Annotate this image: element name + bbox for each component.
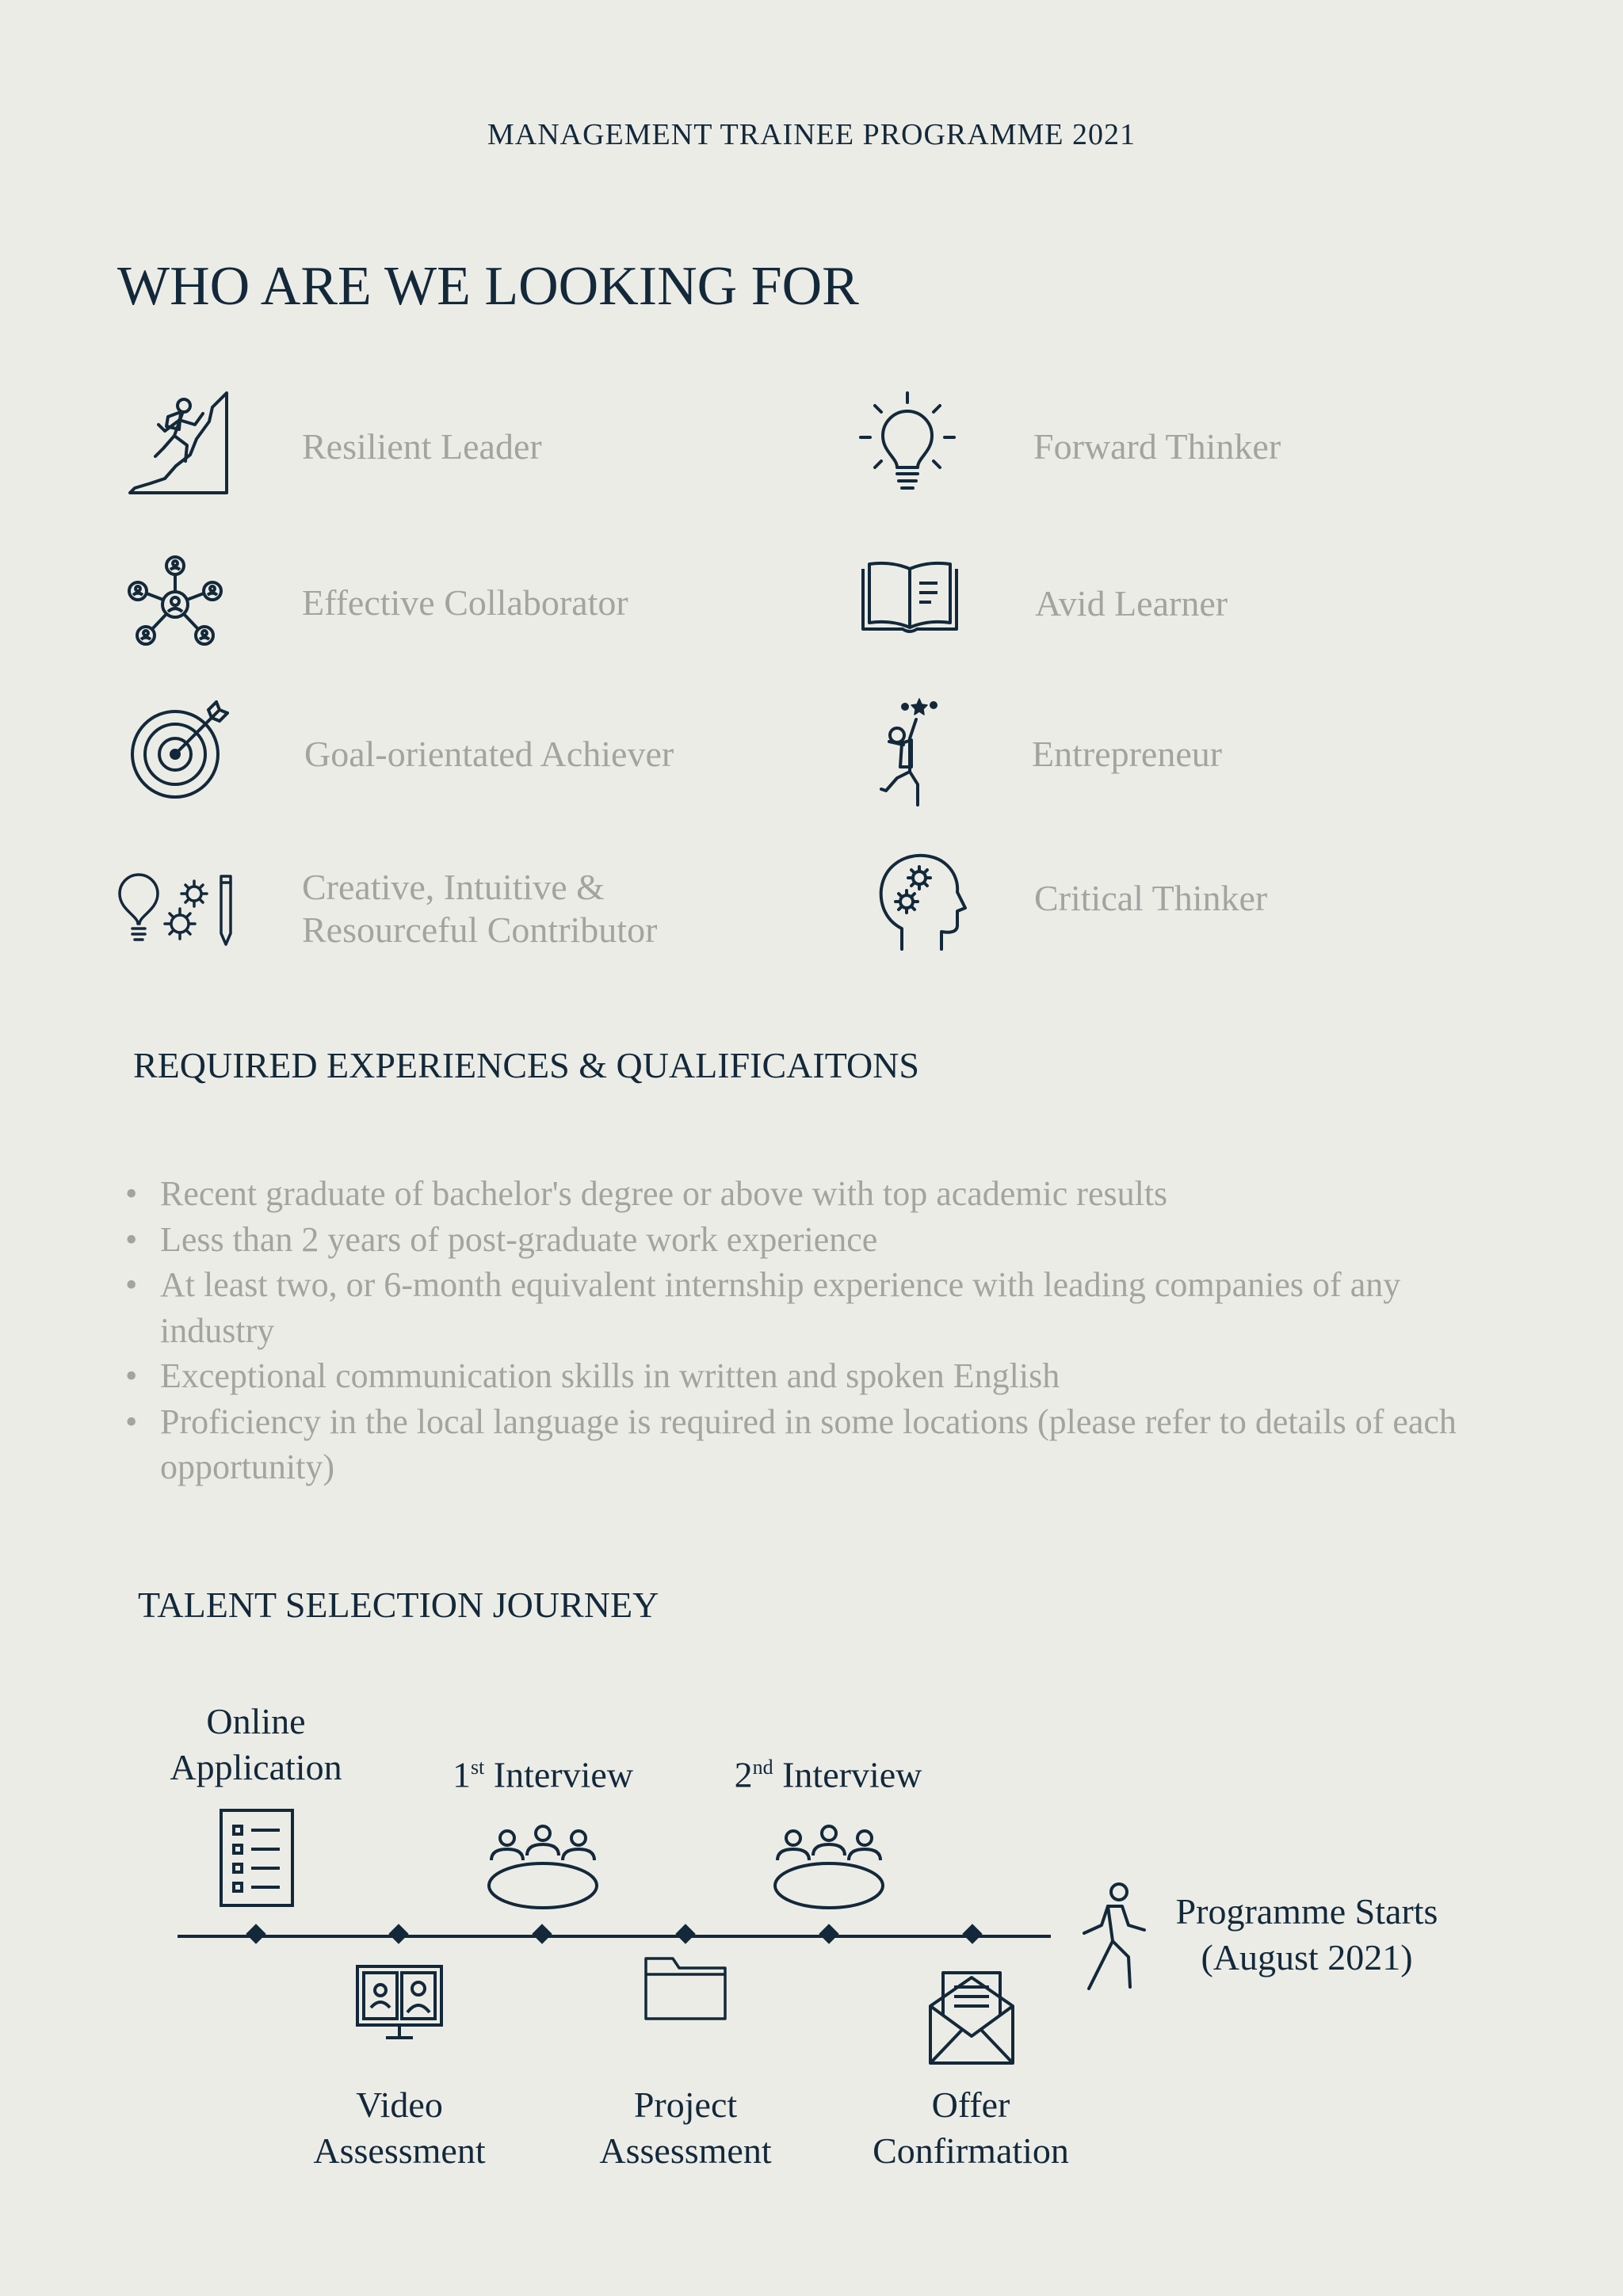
who-heading: WHO ARE WE LOOKING FOR — [117, 256, 859, 317]
video-call-icon — [356, 1965, 443, 2041]
list-item: • Recent graduate of bachelor's degree or above with top academic results — [125, 1171, 1520, 1217]
step-label: 1st Interview — [452, 1754, 634, 1795]
envelope-letter-icon — [929, 1971, 1014, 2065]
trait-label: Creative, Intuitive & — [302, 867, 605, 907]
page-header-title: MANAGEMENT TRAINEE PROGRAMME 2021 — [487, 118, 1136, 151]
programme-start-label: Programme Starts (August 2021) — [1175, 1891, 1438, 1978]
list-item: • At least two, or 6-month equivalent internship experience with leading companies of any industry — [125, 1262, 1520, 1353]
trait-label: Goal-orientated Achiever — [304, 734, 674, 774]
timeline-marker — [246, 1924, 265, 1943]
timeline-marker — [388, 1924, 408, 1943]
trait-label: Avid Learner — [1035, 583, 1228, 624]
list-item: • Exceptional communication skills in written and spoken English — [125, 1353, 1520, 1399]
step-label: 2nd Interview — [734, 1754, 922, 1795]
timeline-marker — [532, 1924, 552, 1943]
timeline-marker — [675, 1924, 695, 1943]
timeline-marker — [819, 1924, 838, 1943]
journey-heading: TALENT SELECTION JOURNEY — [138, 1585, 659, 1625]
trait-label: Resourceful Contributor — [302, 910, 658, 950]
list-item: • Less than 2 years of post-graduate work experience — [125, 1217, 1520, 1263]
requirements-heading: REQUIRED EXPERIENCES & QUALIFICAITONS — [133, 1045, 919, 1085]
step-label: Offer Confirmation — [873, 2084, 1069, 2171]
timeline-marker — [962, 1924, 982, 1943]
trait-label: Forward Thinker — [1033, 426, 1281, 467]
meeting-table-icon — [773, 1822, 885, 1909]
trait-label: Effective Collaborator — [302, 582, 628, 623]
checklist-icon — [220, 1809, 294, 1907]
folder-icon — [644, 1957, 727, 2020]
trait-label: Resilient Leader — [302, 426, 542, 467]
step-label: Video Assessment — [313, 2084, 486, 2171]
meeting-table-icon — [487, 1822, 599, 1909]
walking-person-icon — [1073, 1881, 1149, 1992]
list-item: • Proficiency in the local language is required in some locations (please refer to details of each opportunity) — [125, 1399, 1520, 1490]
trait-label: Critical Thinker — [1034, 878, 1268, 918]
step-label: Project Assessment — [599, 2084, 772, 2171]
step-label: Online Application — [170, 1701, 342, 1787]
trait-label: Entrepreneur — [1032, 734, 1223, 774]
